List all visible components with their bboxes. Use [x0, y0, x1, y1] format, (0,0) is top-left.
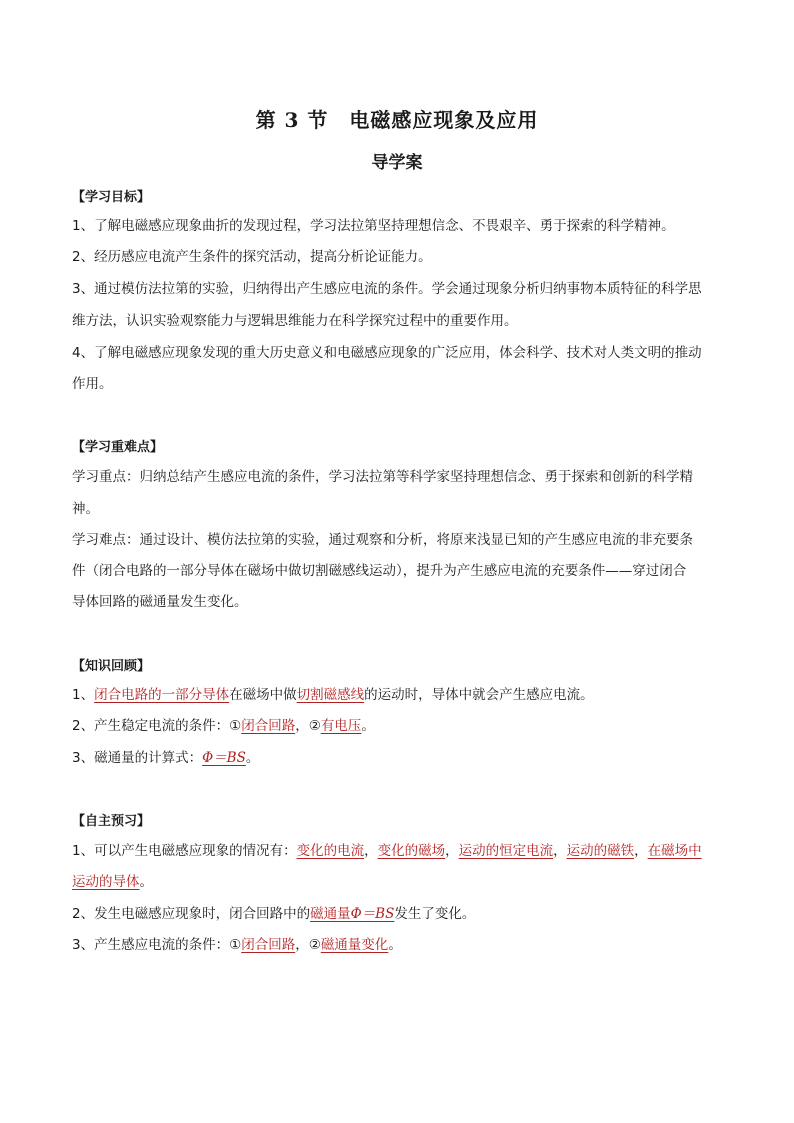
answer-blank: 有电压 [320, 718, 362, 734]
answer-blank: 变化的磁场 [377, 843, 446, 859]
review-num: 1、 [72, 687, 95, 703]
preview-text: ，② [295, 937, 321, 953]
preview-line-1b [72, 872, 732, 892]
review-text: 。 [361, 718, 375, 734]
answer-blank: 在磁场中 [647, 843, 702, 859]
lesson-subtitle: 导学案 [371, 153, 423, 173]
preview-sep: ， [553, 843, 567, 859]
preview-line-2 [72, 904, 732, 924]
key-point-line: 导体回路的磁通量发生变化。 [72, 594, 248, 610]
key-point-line: 件（闭合电路的一部分导体在磁场中做切割磁感线运动），提升为产生感应电流的充要条件——穿过闭合 [72, 563, 687, 579]
preview-heading: 【自主预习】 [72, 814, 151, 829]
preview-text: 1、可以产生电磁感应现象的情况有： [72, 843, 297, 859]
preview-sep: ， [634, 843, 648, 859]
key-point-line: 学习重点：归纳总结产生感应电流的条件，学习法拉第等科学家坚持理想信念、勇于探索和创新的科学精 [72, 469, 693, 485]
objectives-heading: 【学习目标】 [72, 190, 151, 205]
answer-blank: 磁通量变化 [320, 937, 389, 953]
review-text: 2、产生稳定电流的条件：① [72, 718, 242, 734]
review-line-1 [72, 685, 732, 705]
key-point-line: 神。 [72, 501, 99, 517]
answer-formula: Φ＝BS [350, 906, 395, 922]
review-text: 3、磁通量的计算式： [72, 750, 203, 766]
answer-blank: 运动的导体 [72, 874, 140, 890]
review-line-3 [72, 748, 732, 768]
answer-blank: 变化的电流 [296, 843, 365, 859]
objective-line: 维方法，认识实验观察能力与逻辑思维能力在科学探究过程中的重要作用。 [72, 313, 518, 329]
objective-line: 2、经历感应电流产生条件的探究活动，提高分析论证能力。 [72, 249, 432, 265]
answer-blank: 闭合回路 [241, 718, 296, 734]
review-text: 的运动时，导体中就会产生感应电流。 [364, 687, 594, 703]
preview-text: 2、发生电磁感应现象时，闭合回路中的 [72, 906, 311, 922]
preview-sep: ， [364, 843, 378, 859]
key-points-heading: 【学习重难点】 [72, 440, 164, 455]
objective-line: 1、了解电磁感应现象曲折的发现过程，学习法拉第坚持理想信念、不畏艰辛、勇于探索的科学精神。 [72, 218, 675, 234]
review-line-2 [72, 716, 732, 736]
objective-line: 4、了解电磁感应现象发现的重大历史意义和电磁感应现象的广泛应用，体会科学、技术对人类文明的推动 [72, 345, 702, 361]
preview-sep: ， [445, 843, 459, 859]
lesson-title: 第 3 节 电磁感应现象及应用 [255, 108, 539, 132]
review-text: ，② [295, 718, 321, 734]
review-heading: 【知识回顾】 [72, 659, 151, 674]
answer-formula: Φ＝BS [202, 750, 246, 766]
answer-blank: 运动的恒定电流 [458, 843, 554, 859]
review-text: 在磁场中做 [229, 687, 297, 703]
answer-blank: 磁通量 [310, 906, 351, 922]
key-point-line: 学习难点：通过设计、模仿法拉第的实验，通过观察和分析，将原来浅显已知的产生感应电流的非充要条 [72, 532, 693, 548]
preview-text: 3、产生感应电流的条件：① [72, 937, 242, 953]
preview-text: 。 [139, 874, 153, 890]
answer-blank: 闭合回路 [241, 937, 296, 953]
objective-line: 作用。 [72, 376, 113, 392]
answer-blank: 切割磁感线 [296, 687, 365, 703]
answer-blank: 运动的磁铁 [566, 843, 635, 859]
review-text: 。 [245, 750, 260, 766]
preview-text: 。 [388, 937, 402, 953]
objective-line: 3、通过模仿法拉第的实验，归纳得出产生感应电流的条件。学会通过现象分析归纳事物本质特征的科学思 [72, 281, 702, 297]
preview-line-3 [72, 935, 732, 955]
preview-text: 发生了变化。 [394, 906, 476, 922]
preview-line-1 [72, 841, 732, 861]
answer-blank: 闭合电路的一部分导体 [94, 687, 230, 703]
